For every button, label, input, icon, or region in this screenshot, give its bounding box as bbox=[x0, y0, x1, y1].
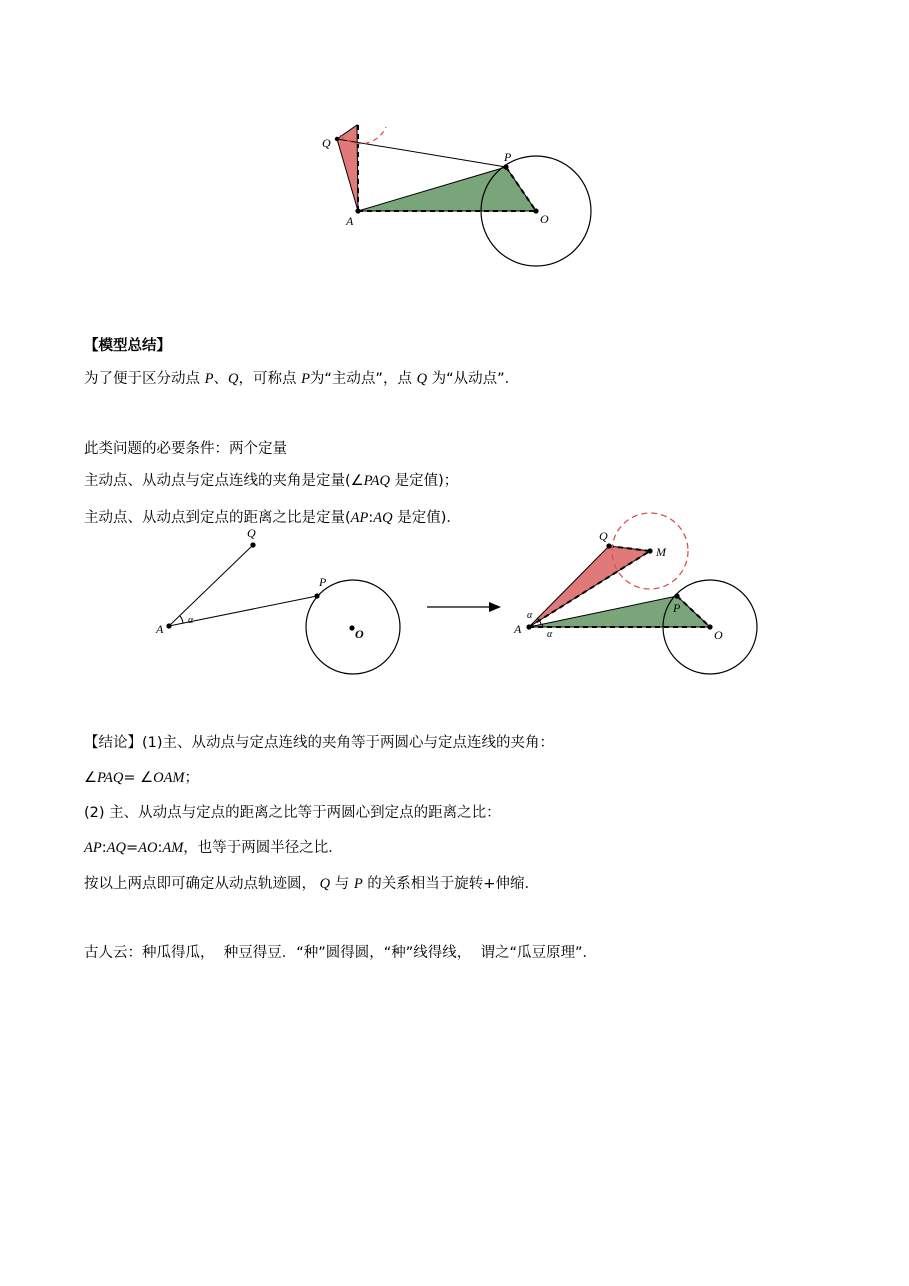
text-run: = ∠ bbox=[123, 770, 154, 786]
text-run: 是定值)． bbox=[392, 510, 461, 526]
label-O: O bbox=[355, 627, 364, 641]
text-run: ∠ bbox=[84, 770, 97, 786]
text-run: (2) 主、从动点与定点的距离之比等于两圆心到定点的距离之比： bbox=[84, 805, 501, 821]
transform-arrow bbox=[425, 600, 505, 614]
math-variable: AQ bbox=[106, 840, 126, 856]
red-triangle-AQR bbox=[337, 125, 358, 211]
math-variable: Q bbox=[316, 876, 331, 892]
conclusion-line-1 bbox=[84, 733, 554, 753]
text-run: 【结论】(1)主、从动点与定点连线的夹角等于两圆心与定点连线的夹角： bbox=[84, 735, 555, 751]
text-run: 的关系相当于旋转+伸缩． bbox=[362, 876, 539, 892]
point-P bbox=[674, 593, 679, 598]
conclusion-line-2 bbox=[84, 768, 199, 788]
math-variable: P bbox=[353, 876, 363, 892]
angle-arc bbox=[180, 616, 183, 623]
label-A: A bbox=[346, 214, 354, 228]
text-run: = bbox=[125, 840, 139, 856]
label-O: O bbox=[714, 628, 723, 642]
math-variable: PAQ bbox=[363, 473, 390, 489]
point-A bbox=[355, 208, 360, 213]
text-run: 、 bbox=[213, 371, 228, 387]
math-variable: Q bbox=[416, 371, 428, 387]
point-A bbox=[526, 624, 531, 629]
math-variable: AO bbox=[138, 840, 158, 856]
text-run: ，可称点 bbox=[238, 371, 302, 387]
line-QP bbox=[337, 139, 506, 167]
label-M: M bbox=[656, 545, 666, 559]
text-run: 是定值)； bbox=[389, 473, 459, 489]
conclusion-line-4 bbox=[84, 838, 343, 858]
point-O bbox=[533, 208, 538, 213]
label-Q: Q bbox=[247, 526, 256, 540]
label-Q: Q bbox=[322, 136, 331, 150]
point-P bbox=[314, 593, 319, 598]
label-A: A bbox=[156, 622, 164, 636]
text-run: : bbox=[101, 840, 107, 856]
summary-heading: 【模型总结】 bbox=[84, 338, 171, 354]
left-geometry-figure bbox=[150, 525, 410, 675]
point-Q bbox=[250, 542, 255, 547]
line-AQ bbox=[169, 545, 253, 626]
summary-line-1 bbox=[84, 369, 519, 389]
text-run: : bbox=[368, 510, 374, 526]
point-P bbox=[503, 164, 508, 169]
text-run: ； bbox=[184, 770, 200, 786]
ancient-quote: 古人云：种瓜得瓜， 种豆得豆．“种”圆得圆，“种”线得线， 谓之“瓜豆原理”． bbox=[84, 945, 598, 961]
right-geometry-figure bbox=[510, 520, 770, 680]
top-geometry-figure bbox=[310, 105, 610, 280]
math-variable: OAM bbox=[153, 770, 185, 786]
label-alpha-1: α bbox=[527, 610, 533, 621]
point-Q bbox=[335, 137, 339, 141]
math-variable: P bbox=[204, 371, 214, 387]
summary-line-3 bbox=[84, 471, 458, 491]
label-P: P bbox=[319, 575, 327, 589]
summary-line-2: 此类问题的必要条件：两个定量 bbox=[84, 441, 287, 457]
conclusion-line-3 bbox=[84, 803, 501, 823]
math-variable: Q bbox=[227, 371, 239, 387]
text-run: 主动点、从动点到定点的距离之比是定量( bbox=[84, 510, 351, 526]
text-run: ，也等于两圆半径之比． bbox=[183, 840, 343, 856]
text-run: : bbox=[157, 840, 163, 856]
math-variable: AP bbox=[84, 840, 102, 856]
label-P: P bbox=[673, 601, 681, 615]
math-variable: PAQ bbox=[97, 770, 124, 786]
green-triangle-APO bbox=[358, 167, 536, 211]
text-run: 为了便于区分动点 bbox=[84, 371, 205, 387]
point-Q bbox=[606, 543, 611, 548]
conclusion-line-5 bbox=[84, 874, 539, 894]
math-variable: AM bbox=[162, 840, 184, 856]
text-run: 为“主动点”，点 bbox=[309, 371, 417, 387]
label-alpha-2: α bbox=[547, 629, 553, 640]
point-A bbox=[166, 623, 171, 628]
label-Q: Q bbox=[599, 529, 608, 543]
label-O: O bbox=[540, 212, 549, 226]
text-run: 按以上两点即可确定从动点轨迹圆， bbox=[84, 876, 316, 892]
point-M bbox=[647, 548, 652, 553]
point-O bbox=[349, 625, 354, 630]
label-A: A bbox=[514, 622, 522, 636]
point-O bbox=[707, 624, 712, 629]
label-P: P bbox=[504, 150, 512, 164]
label-alpha: α bbox=[188, 615, 194, 626]
math-variable: P bbox=[301, 371, 310, 387]
math-variable: AQ bbox=[373, 510, 393, 526]
text-run: 主动点、从动点与定点连线的夹角是定量(∠ bbox=[84, 473, 364, 489]
math-variable: AP bbox=[350, 510, 369, 526]
text-run: 为“从动点”． bbox=[427, 371, 520, 387]
text-run: 与 bbox=[330, 876, 354, 892]
